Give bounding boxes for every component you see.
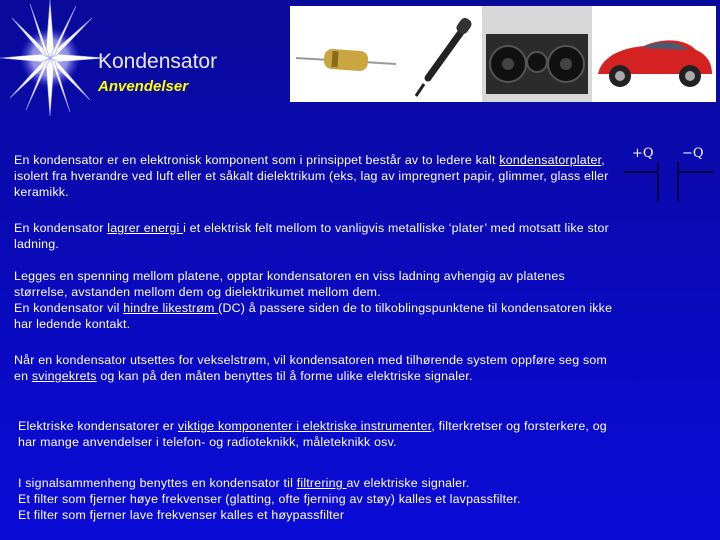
paragraph-ac: Når en kondensator utsettes for vekselstrøm, vil kondensatoren med tilhørende system oppføre seg som en svingekrets og kan på den måten benyttes til å forme ulike elektriske signaler. xyxy=(14,353,607,383)
photo-strip xyxy=(290,6,716,102)
paragraph-definition: En kondensator er en elektronisk komponent som i prinsippet består av to ledere kalt kondensatorplater, isolert fra hverandre ved luft eller et såkalt dielektrikum (eks, lag av impregnert papir, glimmer, glass eller keramikk. xyxy=(14,153,609,199)
capacitor-photo xyxy=(290,6,402,102)
paragraph-filtering: I signalsammenheng benyttes en kondensator til filtrering av elektriske signaler. Et filter som fjerner høye frekvenser (glatting, ofte fjerning av støy) kalles et lavpassfilter. Et filter som fjerner lave frekvenser kalles et høypassfilter xyxy=(18,476,521,522)
svingekrets-term: svingekrets xyxy=(31,369,97,383)
plus-q-label: +Q xyxy=(632,146,654,161)
starburst-logo xyxy=(0,0,110,120)
slide-subtitle: Anvendelser xyxy=(98,78,189,95)
minus-q-label: −Q xyxy=(682,146,704,161)
car-photo xyxy=(592,6,716,102)
kondensatorplater-term: kondensatorplater xyxy=(499,153,602,167)
paragraph-energy: En kondensator lagrer energi i et elektrisk felt mellom to vanligvis metalliske ‘plater’ med motsatt like stor ladning. xyxy=(14,221,609,251)
speaker-photo xyxy=(482,6,592,102)
lagrer-energi-term: lagrer energi xyxy=(107,221,184,235)
hindre-likestrom-term: hindre likestrøm xyxy=(123,301,219,315)
filtrering-term: filtrering xyxy=(296,476,347,490)
paragraph-voltage: Legges en spenning mellom platene, opptar kondensatoren en viss ladning avhengig av platenes størrelse, avstanden mellom dem og dielektrikumet mellom dem. En kondensator vil hindre likestrøm (DC) å passere siden de to tilkoblingspunktene til kondensatoren ikke har ledende kontakt. xyxy=(14,269,613,331)
paragraph-applications: Elektriske kondensatorer er viktige komponenter i elektriske instrumenter, filterkretser og forsterkere, og har mange anvendelser i telefon- og radioteknikk, måleteknikk osv. xyxy=(18,419,607,449)
slide-title: Kondensator xyxy=(98,50,218,73)
microphone-photo xyxy=(402,6,482,102)
viktige-komponenter-term: viktige komponenter i elektriske instrumenter xyxy=(177,419,432,433)
